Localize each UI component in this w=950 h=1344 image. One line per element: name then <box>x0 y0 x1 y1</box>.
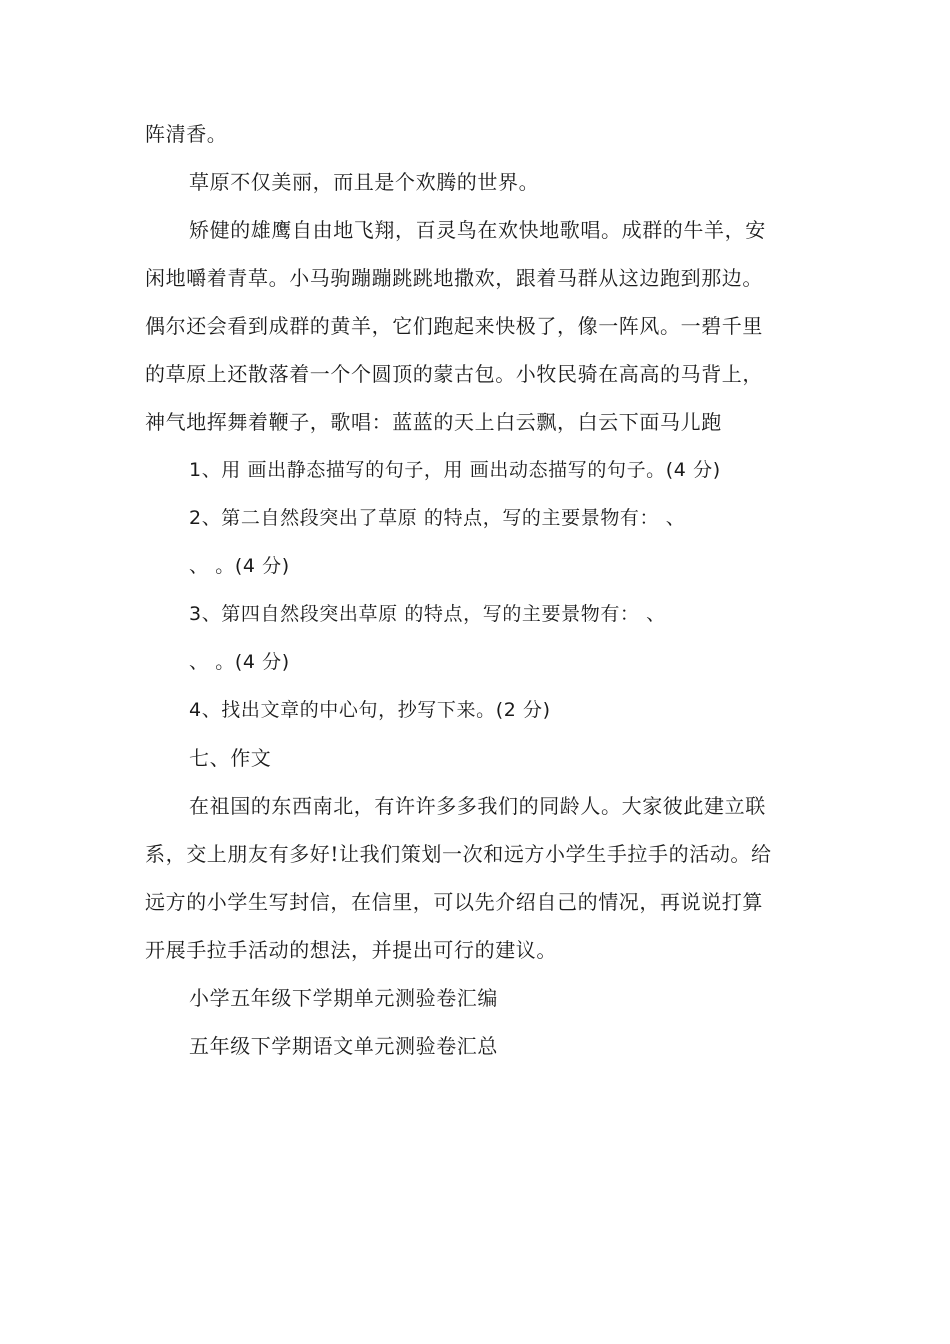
paragraph-line: 矫健的雄鹰自由地飞翔，百灵鸟在欢快地歌唱。成群的牛羊，安 <box>189 218 766 242</box>
question-2: 2、第二自然段突出了草原 的特点，写的主要景物有： 、 <box>189 507 686 529</box>
paragraph-line: 的草原上还散落着一个个圆顶的蒙古包。小牧民骑在高高的马背上， <box>145 362 763 386</box>
footer-title: 小学五年级下学期单元测验卷汇编 <box>189 986 498 1010</box>
document-page <box>145 110 810 1070</box>
grassland-intro-paragraph: 草原不仅美丽，而且是个欢腾的世界。 <box>189 170 540 194</box>
paragraph-line: 在祖国的东西南北，有许许多多我们的同龄人。大家彼此建立联 <box>189 794 766 818</box>
paragraph-line: 偶尔还会看到成群的黄羊，它们跑起来快极了，像一阵风。一碧千里 <box>145 314 763 338</box>
essay-prompt-paragraph <box>145 782 810 974</box>
question-1: 1、用 画出静态描写的句子，用 画出动态描写的句子。(4 分) <box>189 459 721 481</box>
paragraph-line: 系，交上朋友有多好!让我们策划一次和远方小学生手拉手的活动。给 <box>145 842 772 866</box>
paragraph-line: 闲地嚼着青草。小马驹蹦蹦跳跳地撒欢，跟着马群从这边跑到那边。 <box>145 266 763 290</box>
essay-heading: 七、作文 <box>189 746 272 770</box>
paragraph-continuation: 阵清香。 <box>145 122 228 146</box>
question-list <box>145 446 810 734</box>
question-3: 3、第四自然段突出草原 的特点，写的主要景物有： 、 <box>189 603 666 625</box>
question-2-continued: 、 。(4 分) <box>189 555 290 577</box>
footer-title: 五年级下学期语文单元测验卷汇总 <box>189 1034 498 1058</box>
grassland-body-paragraph <box>145 206 810 446</box>
paragraph-line: 开展手拉手活动的想法，并提出可行的建议。 <box>145 938 557 962</box>
paragraph-line: 神气地挥舞着鞭子，歌唱：蓝蓝的天上白云飘，白云下面马儿跑 <box>145 410 722 434</box>
question-4: 4、找出文章的中心句，抄写下来。(2 分) <box>189 699 551 721</box>
paragraph-line: 远方的小学生写封信，在信里，可以先介绍自己的情况，再说说打算 <box>145 890 763 914</box>
question-3-continued: 、 。(4 分) <box>189 651 290 673</box>
